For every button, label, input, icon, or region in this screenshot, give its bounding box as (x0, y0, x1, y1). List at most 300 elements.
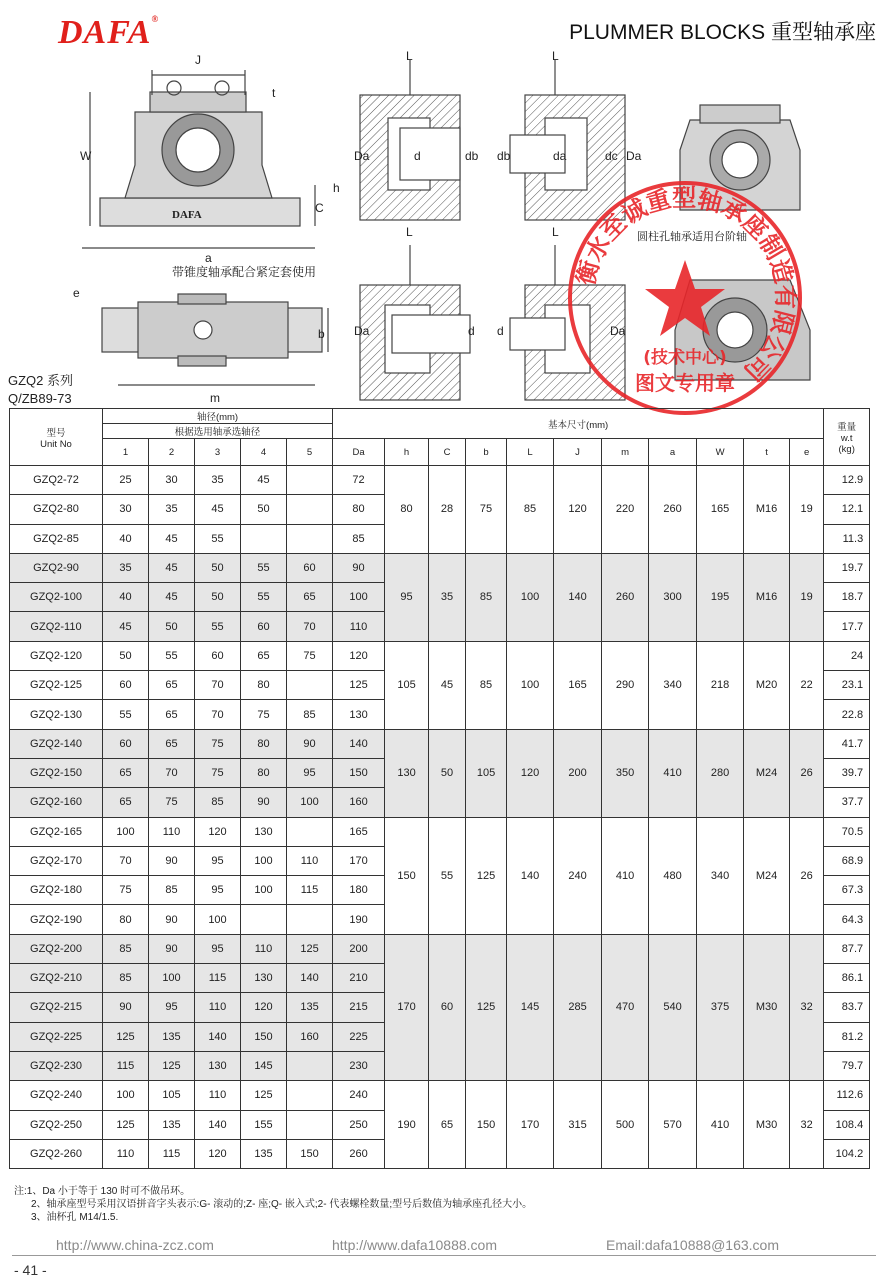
cell-a: 300 (649, 553, 697, 641)
cell-model: GZQ2-100 (10, 583, 103, 612)
table-row (10, 934, 870, 963)
cell-shaft-2: 125 (149, 1051, 195, 1080)
cell-shaft-3: 45 (195, 495, 241, 524)
cell-shaft-2: 75 (149, 788, 195, 817)
cell-shaft-5 (287, 905, 333, 934)
cell-c: 28 (429, 466, 466, 554)
cell-b: 85 (466, 553, 507, 641)
cell-shaft-1: 55 (103, 700, 149, 729)
header-weight: 重量 w.t (kg) (824, 409, 870, 466)
cell-shaft-1: 60 (103, 671, 149, 700)
cell-weight: 67.3 (824, 876, 870, 905)
cell-m: 220 (602, 466, 649, 554)
header-dims: 基本尺寸(mm) (333, 409, 824, 439)
cell-weight: 83.7 (824, 993, 870, 1022)
cell-shaft-2: 100 (149, 964, 195, 993)
cell-da: 80 (333, 495, 385, 524)
cell-shaft-1: 65 (103, 758, 149, 787)
cell-model: GZQ2-225 (10, 1022, 103, 1051)
cell-da: 240 (333, 1081, 385, 1110)
cell-model: GZQ2-85 (10, 524, 103, 553)
cell-shaft-1: 60 (103, 729, 149, 758)
cell-shaft-3: 70 (195, 700, 241, 729)
stamp-bottom-text: 图文专用章 (635, 371, 735, 395)
cell-shaft-4: 80 (241, 671, 287, 700)
cell-shaft-2: 35 (149, 495, 195, 524)
cell-t: M30 (744, 934, 790, 1080)
note-2: 2、轴承座型号采用汉语拼音字头表示:G- 滚动的;Z- 座;Q- 嵌入式;2- 代表螺栓数量;型号后数值为轴承座孔径大小。 (31, 1199, 533, 1210)
footer-url-2[interactable]: http://www.dafa10888.com (332, 1237, 497, 1253)
cell-shaft-4: 75 (241, 700, 287, 729)
cell-shaft-2: 70 (149, 758, 195, 787)
cell-shaft-2: 90 (149, 846, 195, 875)
cell-shaft-3: 50 (195, 583, 241, 612)
section-view-3 (360, 245, 470, 400)
cell-shaft-4: 90 (241, 788, 287, 817)
cell-shaft-1: 75 (103, 876, 149, 905)
cell-da: 250 (333, 1110, 385, 1139)
cell-shaft-3: 95 (195, 846, 241, 875)
cell-shaft-4: 130 (241, 964, 287, 993)
cell-w: 410 (697, 1081, 744, 1169)
cell-shaft-3: 100 (195, 905, 241, 934)
cell-weight: 17.7 (824, 612, 870, 641)
cell-e: 19 (790, 466, 824, 554)
cell-h: 150 (385, 817, 429, 934)
cell-shaft-3: 85 (195, 788, 241, 817)
cell-weight: 24 (824, 641, 870, 670)
cell-m: 470 (602, 934, 649, 1080)
cell-shaft-3: 95 (195, 876, 241, 905)
cell-shaft-2: 105 (149, 1081, 195, 1110)
cell-da: 200 (333, 934, 385, 963)
dim-label-d-2: d (468, 324, 475, 338)
stamp-ring-text: 衡水至诚重型轴承座制造有限公司 (571, 183, 800, 387)
cell-shaft-1: 125 (103, 1110, 149, 1139)
cell-e: 26 (790, 817, 824, 934)
cell-da: 190 (333, 905, 385, 934)
footer-url-1[interactable]: http://www.china-zcz.com (56, 1237, 214, 1253)
cell-shaft-4: 80 (241, 758, 287, 787)
cell-w: 195 (697, 553, 744, 641)
cell-da: 110 (333, 612, 385, 641)
cell-shaft-2: 45 (149, 583, 195, 612)
column-header-shaft-1: 1 (103, 439, 149, 466)
cell-h: 170 (385, 934, 429, 1080)
cell-shaft-5 (287, 1081, 333, 1110)
cell-shaft-1: 125 (103, 1022, 149, 1051)
cell-c: 35 (429, 553, 466, 641)
cell-weight: 23.1 (824, 671, 870, 700)
table-row (10, 729, 870, 758)
cell-j: 165 (554, 641, 602, 729)
cell-m: 260 (602, 553, 649, 641)
header-model: 型号 Unit No (10, 409, 103, 466)
cell-model: GZQ2-190 (10, 905, 103, 934)
cell-shaft-2: 65 (149, 729, 195, 758)
cell-shaft-2: 135 (149, 1110, 195, 1139)
cell-e: 32 (790, 934, 824, 1080)
cell-weight: 11.3 (824, 524, 870, 553)
company-stamp (565, 178, 805, 418)
cell-model: GZQ2-140 (10, 729, 103, 758)
cell-e: 22 (790, 641, 824, 729)
cell-l: 170 (507, 1081, 554, 1169)
header-shaft: 轴径(mm) (103, 409, 333, 424)
cell-j: 240 (554, 817, 602, 934)
cell-h: 80 (385, 466, 429, 554)
cell-shaft-5: 95 (287, 758, 333, 787)
dim-label-b: b (318, 327, 325, 341)
cell-model: GZQ2-215 (10, 993, 103, 1022)
cell-shaft-3: 140 (195, 1022, 241, 1051)
dim-label-W: W (80, 149, 92, 163)
cell-weight: 87.7 (824, 934, 870, 963)
cell-shaft-5 (287, 1051, 333, 1080)
dim-label-db: db (465, 149, 479, 163)
column-header-shaft-3: 3 (195, 439, 241, 466)
brand-logo: DAFA® (58, 14, 160, 51)
section-view-1 (360, 60, 460, 220)
column-header-l: L (507, 439, 554, 466)
dim-label-db-2: db (497, 149, 511, 163)
front-view-drawing (82, 70, 315, 248)
cell-t: M24 (744, 729, 790, 817)
dim-label-C: C (315, 201, 324, 215)
cell-shaft-2: 50 (149, 612, 195, 641)
cell-weight: 41.7 (824, 729, 870, 758)
cell-shaft-2: 110 (149, 817, 195, 846)
cell-t: M16 (744, 553, 790, 641)
dim-label-d-3: d (497, 324, 504, 338)
cell-shaft-4: 155 (241, 1110, 287, 1139)
cell-shaft-1: 80 (103, 905, 149, 934)
dim-label-a: a (205, 251, 212, 265)
cell-shaft-3: 120 (195, 817, 241, 846)
cell-c: 60 (429, 934, 466, 1080)
cell-shaft-1: 100 (103, 1081, 149, 1110)
cell-shaft-3: 50 (195, 553, 241, 582)
note-1: 注:1、Da 小于等于 130 时可不做吊环。 (14, 1186, 191, 1197)
cell-da: 170 (333, 846, 385, 875)
cell-shaft-3: 95 (195, 934, 241, 963)
cell-l: 140 (507, 817, 554, 934)
cell-b: 125 (466, 817, 507, 934)
dim-label-d: d (414, 149, 421, 163)
cell-shaft-4: 65 (241, 641, 287, 670)
cell-t: M24 (744, 817, 790, 934)
cell-model: GZQ2-110 (10, 612, 103, 641)
cell-weight: 18.7 (824, 583, 870, 612)
cell-m: 350 (602, 729, 649, 817)
column-header-shaft-5: 5 (287, 439, 333, 466)
cell-shaft-1: 85 (103, 964, 149, 993)
cell-shaft-5: 65 (287, 583, 333, 612)
cell-w: 375 (697, 934, 744, 1080)
cell-weight: 12.1 (824, 495, 870, 524)
cell-shaft-5 (287, 495, 333, 524)
cell-a: 540 (649, 934, 697, 1080)
cell-b: 85 (466, 641, 507, 729)
cell-model: GZQ2-130 (10, 700, 103, 729)
column-header-shaft-4: 4 (241, 439, 287, 466)
cell-shaft-3: 130 (195, 1051, 241, 1080)
dim-label-L-3: L (406, 225, 413, 239)
cell-shaft-5 (287, 671, 333, 700)
cell-model: GZQ2-165 (10, 817, 103, 846)
cell-shaft-2: 65 (149, 700, 195, 729)
cell-shaft-2: 55 (149, 641, 195, 670)
cell-shaft-5 (287, 1110, 333, 1139)
cell-weight: 64.3 (824, 905, 870, 934)
cell-shaft-5: 100 (287, 788, 333, 817)
cell-da: 85 (333, 524, 385, 553)
cell-j: 285 (554, 934, 602, 1080)
dim-label-Da-4: Da (610, 324, 626, 338)
column-header-j: J (554, 439, 602, 466)
cell-w: 280 (697, 729, 744, 817)
column-header-b: b (466, 439, 507, 466)
cell-shaft-5: 60 (287, 553, 333, 582)
cell-m: 410 (602, 817, 649, 934)
cell-shaft-4: 50 (241, 495, 287, 524)
cell-a: 340 (649, 641, 697, 729)
column-header-t: t (744, 439, 790, 466)
cell-j: 140 (554, 553, 602, 641)
stamp-star-icon (645, 260, 725, 336)
cell-model: GZQ2-230 (10, 1051, 103, 1080)
cell-shaft-4: 100 (241, 846, 287, 875)
cell-da: 215 (333, 993, 385, 1022)
column-header-shaft-2: 2 (149, 439, 195, 466)
stamp-center-text: (技术中心) (643, 348, 727, 368)
cell-weight: 12.9 (824, 466, 870, 495)
cell-a: 480 (649, 817, 697, 934)
cell-l: 100 (507, 641, 554, 729)
cell-shaft-3: 75 (195, 758, 241, 787)
table-row (10, 641, 870, 670)
footer (0, 1232, 888, 1254)
footer-divider (12, 1255, 876, 1256)
cell-m: 500 (602, 1081, 649, 1169)
cell-j: 315 (554, 1081, 602, 1169)
cell-t: M16 (744, 466, 790, 554)
cell-t: M30 (744, 1081, 790, 1169)
cell-a: 410 (649, 729, 697, 817)
cell-model: GZQ2-150 (10, 758, 103, 787)
cell-shaft-4: 110 (241, 934, 287, 963)
cell-shaft-5: 140 (287, 964, 333, 993)
page-title: PLUMMER BLOCKS 重型轴承座 (569, 21, 876, 44)
header-shaft-sub: 根据选用轴承选轴径 (103, 424, 333, 439)
dim-label-L-2: L (552, 49, 559, 63)
cell-shaft-3: 110 (195, 993, 241, 1022)
cell-shaft-2: 90 (149, 934, 195, 963)
cell-weight: 37.7 (824, 788, 870, 817)
column-header-w: W (697, 439, 744, 466)
cell-shaft-1: 85 (103, 934, 149, 963)
cell-model: GZQ2-120 (10, 641, 103, 670)
cell-shaft-5: 135 (287, 993, 333, 1022)
cell-da: 130 (333, 700, 385, 729)
cell-e: 19 (790, 553, 824, 641)
cell-shaft-4 (241, 905, 287, 934)
cell-shaft-5: 125 (287, 934, 333, 963)
cell-h: 105 (385, 641, 429, 729)
cell-shaft-5: 85 (287, 700, 333, 729)
cell-shaft-1: 90 (103, 993, 149, 1022)
column-header-c: C (429, 439, 466, 466)
cell-shaft-3: 70 (195, 671, 241, 700)
cell-shaft-4 (241, 524, 287, 553)
table-row (10, 466, 870, 495)
cell-shaft-2: 85 (149, 876, 195, 905)
cell-model: GZQ2-72 (10, 466, 103, 495)
cell-shaft-4: 145 (241, 1051, 287, 1080)
table-row (10, 1081, 870, 1110)
cell-l: 120 (507, 729, 554, 817)
cell-b: 125 (466, 934, 507, 1080)
cell-shaft-1: 45 (103, 612, 149, 641)
cell-j: 120 (554, 466, 602, 554)
cell-h: 190 (385, 1081, 429, 1169)
cell-shaft-1: 40 (103, 583, 149, 612)
spec-table (9, 408, 870, 1169)
dim-label-h: h (333, 181, 340, 195)
page-number: - 41 - (14, 1262, 47, 1278)
cell-weight: 68.9 (824, 846, 870, 875)
standard-label: Q/ZB89-73 (8, 391, 72, 406)
cell-model: GZQ2-180 (10, 876, 103, 905)
cell-h: 95 (385, 553, 429, 641)
cell-weight: 108.4 (824, 1110, 870, 1139)
cell-model: GZQ2-170 (10, 846, 103, 875)
cell-shaft-4: 55 (241, 583, 287, 612)
cell-shaft-2: 45 (149, 553, 195, 582)
cell-shaft-5: 75 (287, 641, 333, 670)
cell-shaft-5: 160 (287, 1022, 333, 1051)
cell-shaft-3: 115 (195, 964, 241, 993)
cell-da: 180 (333, 876, 385, 905)
cell-a: 260 (649, 466, 697, 554)
cell-shaft-5: 70 (287, 612, 333, 641)
cell-c: 65 (429, 1081, 466, 1169)
dim-label-t: t (272, 86, 276, 100)
cell-c: 45 (429, 641, 466, 729)
cell-shaft-5: 90 (287, 729, 333, 758)
cell-da: 120 (333, 641, 385, 670)
cell-shaft-2: 90 (149, 905, 195, 934)
cell-shaft-3: 75 (195, 729, 241, 758)
cell-t: M20 (744, 641, 790, 729)
cell-da: 225 (333, 1022, 385, 1051)
cell-b: 105 (466, 729, 507, 817)
cell-w: 218 (697, 641, 744, 729)
cell-da: 165 (333, 817, 385, 846)
cell-weight: 19.7 (824, 553, 870, 582)
dim-label-J: J (195, 53, 201, 67)
cell-shaft-1: 65 (103, 788, 149, 817)
cell-shaft-4: 60 (241, 612, 287, 641)
cell-model: GZQ2-160 (10, 788, 103, 817)
cell-da: 210 (333, 964, 385, 993)
cell-model: GZQ2-80 (10, 495, 103, 524)
cell-shaft-5 (287, 817, 333, 846)
dim-label-L: L (406, 49, 413, 63)
cell-shaft-4: 55 (241, 553, 287, 582)
cell-a: 570 (649, 1081, 697, 1169)
cell-shaft-1: 40 (103, 524, 149, 553)
cell-c: 50 (429, 729, 466, 817)
note-cylinder: 圆柱孔轴承适用台阶轴 (637, 231, 747, 243)
cell-shaft-3: 140 (195, 1110, 241, 1139)
cell-weight: 104.2 (824, 1139, 870, 1168)
cell-shaft-1: 25 (103, 466, 149, 495)
column-header-m: m (602, 439, 649, 466)
dim-label-e: e (73, 286, 80, 300)
cell-da: 72 (333, 466, 385, 495)
cell-shaft-5 (287, 466, 333, 495)
cell-weight: 70.5 (824, 817, 870, 846)
cell-shaft-5 (287, 524, 333, 553)
cell-e: 26 (790, 729, 824, 817)
cell-c: 55 (429, 817, 466, 934)
cell-model: GZQ2-260 (10, 1139, 103, 1168)
cell-model: GZQ2-200 (10, 934, 103, 963)
cell-weight: 79.7 (824, 1051, 870, 1080)
cell-shaft-4: 120 (241, 993, 287, 1022)
cell-shaft-4: 135 (241, 1139, 287, 1168)
dim-label-da: da (553, 149, 567, 163)
notes (14, 1185, 532, 1224)
dim-label-m: m (210, 391, 220, 405)
cell-shaft-1: 70 (103, 846, 149, 875)
column-header-a: a (649, 439, 697, 466)
cell-shaft-3: 55 (195, 612, 241, 641)
cell-weight: 86.1 (824, 964, 870, 993)
cell-model: GZQ2-250 (10, 1110, 103, 1139)
dim-label-Da-2: Da (626, 149, 642, 163)
column-header-da: Da (333, 439, 385, 466)
cell-l: 145 (507, 934, 554, 1080)
cell-weight: 81.2 (824, 1022, 870, 1051)
cell-da: 260 (333, 1139, 385, 1168)
cell-l: 100 (507, 553, 554, 641)
cell-da: 160 (333, 788, 385, 817)
cell-shaft-1: 115 (103, 1051, 149, 1080)
cell-da: 100 (333, 583, 385, 612)
dim-label-Da-3: Da (354, 324, 370, 338)
footer-email[interactable]: Email:dafa10888@163.com (606, 1237, 779, 1253)
cell-da: 230 (333, 1051, 385, 1080)
table-row (10, 553, 870, 582)
cell-shaft-3: 60 (195, 641, 241, 670)
dim-label-Da: Da (354, 149, 370, 163)
cell-shaft-5: 115 (287, 876, 333, 905)
top-view-drawing (102, 294, 328, 385)
cell-shaft-5: 110 (287, 846, 333, 875)
cell-da: 125 (333, 671, 385, 700)
cell-shaft-3: 35 (195, 466, 241, 495)
cell-model: GZQ2-240 (10, 1081, 103, 1110)
cell-shaft-4: 80 (241, 729, 287, 758)
cell-model: GZQ2-210 (10, 964, 103, 993)
cell-shaft-4: 130 (241, 817, 287, 846)
cell-weight: 112.6 (824, 1081, 870, 1110)
cell-h: 130 (385, 729, 429, 817)
cell-l: 85 (507, 466, 554, 554)
cell-e: 32 (790, 1081, 824, 1169)
